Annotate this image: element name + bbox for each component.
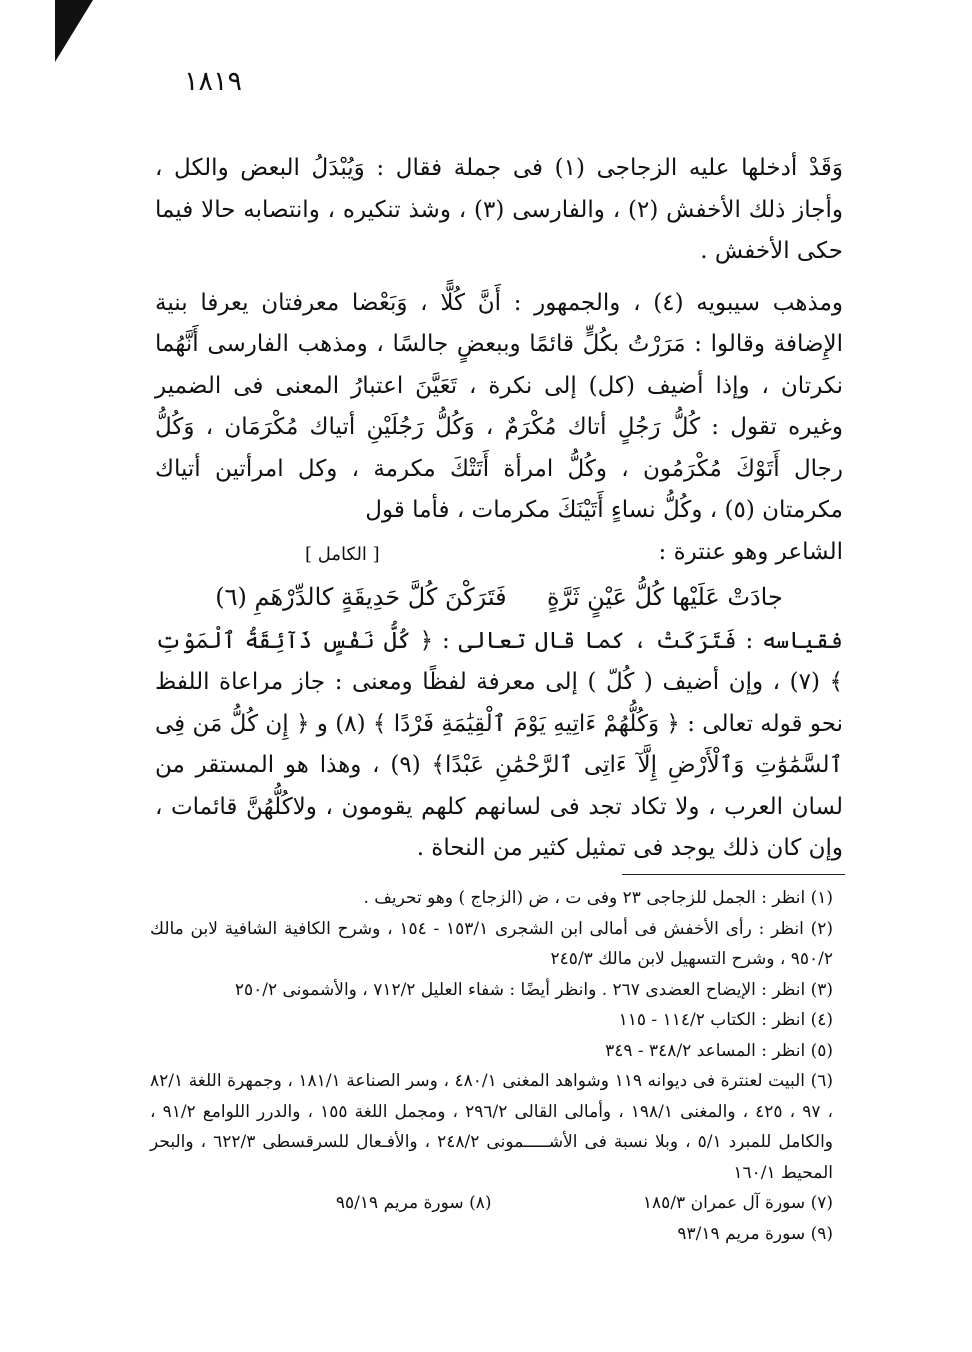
footnote-6: (٦) البيت لعنترة فى ديوانه ١١٩ وشواهد المغنى ٤٨٠/١ ، وسر الصناعة ١٨١/١ ، وجمهرة اللغة ٨٢/١ ، ٩٧ ، ٤٢٥ ، والمغنى ١٩٨/١ ، وأمالى القالى ٢٩٦/٢ ، ومجمل اللغة ١٥٥ ، والدرر اللوامع ٩١/٢ ، والكامل للمبرد ٥/١ ، وبلا نسبة فى الأشـــــمونى ٢٤٨/٢ ، والأفـعال للسرقسطى ٦٢٢/٣ ، والبحر المحيط ١٦٠/١ xyxy=(150,1071,834,1183)
footnote-divider xyxy=(622,874,845,875)
verse-first-hemistich: جادَتْ عَلَيْها كُلُّ عَيْنٍ ثَرَّةٍ xyxy=(547,582,783,611)
verse-second-hemistich: فَتَرَكْنَ كُلَّ حَدِيقَةٍ كالدِّرْهَمِ (٦) xyxy=(215,582,507,611)
footnote-7: (٧) سورة آل عمران ١٨٥/٣ xyxy=(642,1193,833,1213)
footnote-2: (٢) انظر : رأى الأخفش فى أمالى ابن الشجرى ١٥٣/١ - ١٥٤ ، وشرح الكافية الشافية لابن مالك ٩٥٠/٢ ، وشرح التسهيل لابن مالك ٢٤٥/٣ xyxy=(150,918,833,969)
footnote-1: (١) انظر : الجمل للزجاجى ٢٣ وفى ت ، ض (الزجاج ) وهو تحريف . xyxy=(363,888,833,908)
footnote-row-7-8 xyxy=(150,1188,843,1219)
poet-intro-line xyxy=(155,532,843,573)
page-number: ١٨١٩ xyxy=(184,66,243,97)
footnote-8: (٨) سورة مريم ٩٥/١٩ xyxy=(335,1193,492,1213)
poet-intro: الشاعر وهو عنترة : xyxy=(658,538,843,565)
paragraph-3: فقياسه : فَتَرَكَتْ ، كما قال تعالى : ﴿ كُلُّ نَفْسٍ ذَآئِقَةُ ٱلْمَوْتِ ﴾ (٧) ، وإن أضيف ( كُلّ ) إلى معرفة لفظًا ومعنى : جاز مراعاة اللفظ نحو قوله تعالى : ﴿ وَكُلُّهُمْ ءَاتِيهِ يَوْمَ ٱلْقِيَٰمَةِ فَرْدًا ﴾ (٨) و ﴿ إِن كُلُّ مَن فِى ٱلسَّمَٰوَٰتِ وَٱلْأَرْضِ إِلَّآ ءَاتِى ٱلرَّحْمَٰنِ عَبْدًا﴾ (٩) ، وهذا هو المستقر من لسان العرب ، ولا تكاد تجد فى لسانهم كلهم يقومون ، ولاكُلُّهُنَّ قائمات ، وإن كان ذلك يوجد فى تمثيل كثير من النحاة . xyxy=(155,627,844,861)
footnotes xyxy=(150,883,843,1249)
corner-mark xyxy=(55,0,93,62)
footnote-5: (٥) انظر : المساعد ٣٤٨/٢ - ٣٤٩ xyxy=(605,1040,833,1061)
footnote-9: (٩) سورة مريم ٩٣/١٩ xyxy=(677,1223,833,1244)
footnote-4: (٤) انظر : الكتاب ١١٤/٢ - ١١٥ xyxy=(618,1010,833,1030)
main-text xyxy=(155,148,843,870)
meter-label: [ الكامل ] xyxy=(305,543,380,565)
footnote-3: (٣) انظر : الإيضاح العضدى ٢٦٧ . وانظر أيضًا : شفاء العليل ٧١٢/٢ ، والأشمونى ٢٥٠/٢ xyxy=(234,979,833,1000)
paragraph-1: وَقَدْ أدخلها عليه الزجاجى (١) فى جملة فقال : وَيُبْدَلُ البعض والكل ، وأجاز ذلك الأخفش (٢) ، والفارسى (٣) ، وشذ تنكيره ، وانتصابه حالا فيما حكى الأخفش . xyxy=(155,155,844,264)
poetry-verse xyxy=(155,573,843,621)
paragraph-2: ومذهب سيبويه (٤) ، والجمهور : أَنَّ كُلًّا ، وَبَعْضا معرفتان يعرفا بنية الإِضافة وقالوا : مَرَرْتُ بكُلٍّ قائمًا وببعضٍ جالسًا ، ومذهب الفارسى أَنَّهُما نكرتان ، وإذا أضيف (كل) إلى نكرة ، تَعَيَّنَ اعتبارُ المعنى فى الضمير وغيره تقول : كُلُّ رَجُلٍ أتاك مُكْرَمٌ ، وَكُلُّ رَجُلَيْنِ أتياك مُكْرَمَان ، وَكُلُّ رجال أَتَوْكَ مُكْرَمُون ، وكُلُّ امرأة أَتَتْكَ مكرمة ، وكل امرأتين أتياك مكرمتان (٥) ، وكُلُّ نساءٍ أَتَيْنَكَ مكرمات ، فأما قول xyxy=(155,289,843,523)
